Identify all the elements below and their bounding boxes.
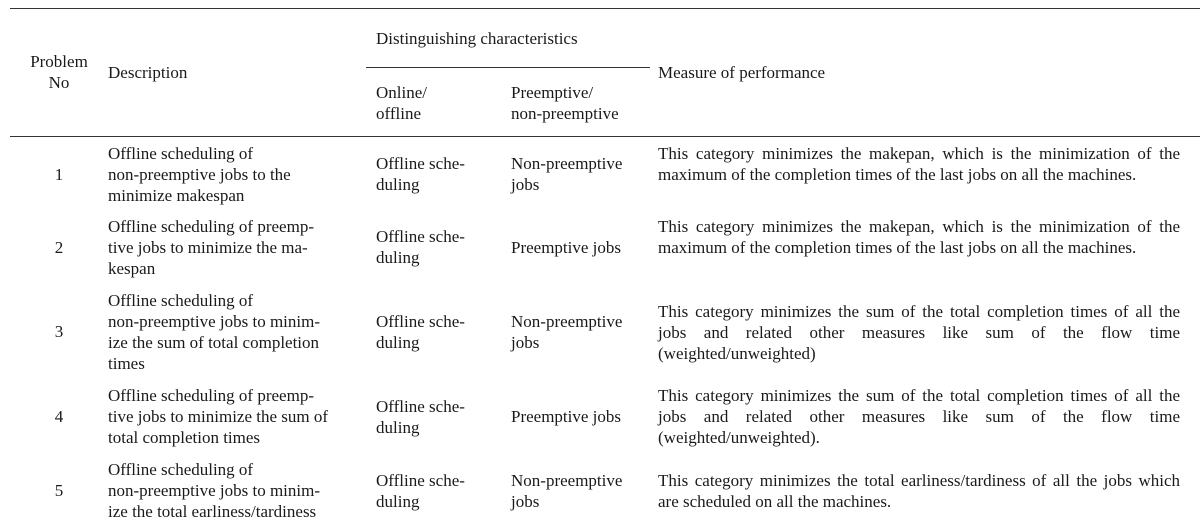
row-measure: This category minimizes the sum of the total completion times of all the jobs and related other measures like sum of the flow time (weighted/unweighted). (658, 386, 1180, 447)
row-measure: This category minimizes the makepan, which is the minimization of the maximum of the completion times of the last jobs on all the machines. (658, 144, 1180, 184)
header-preemptive (511, 82, 619, 124)
row-description (108, 459, 320, 522)
row-description (108, 216, 314, 279)
row-online-line: Offline sche- (376, 312, 465, 331)
row-description-line: non-preemptive jobs to minim- (108, 481, 320, 500)
row-number: 3 (54, 322, 64, 341)
row-description-line: ize the total earliness/tardiness (108, 502, 317, 521)
row-description-line: tive jobs to minimize the ma- (108, 238, 308, 257)
row-description (108, 385, 328, 448)
row-description-line: tive jobs to minimize the sum of (108, 407, 329, 426)
header-online-offline (376, 82, 427, 124)
row-online-line: duling (376, 333, 420, 352)
row-preemptive-line: Non-preemptive (511, 312, 623, 331)
row-description-line: non-preemptive jobs to minim- (108, 312, 320, 331)
row-online-line: Offline sche- (376, 471, 465, 490)
row-number: 5 (54, 481, 64, 500)
header-bottom-rule (10, 136, 1200, 137)
header-problem-no (18, 51, 100, 93)
row-measure: This category minimizes the makepan, which is the minimization of the maximum of the completion times of the last jobs on all the machines. (658, 217, 1180, 257)
row-description-line: non-preemptive jobs to the (108, 165, 291, 184)
header-online-line: Online/ (376, 83, 427, 102)
row-online (376, 226, 465, 268)
header-problem-no-line: No (48, 73, 70, 92)
row-description-line: ize the sum of total completion (108, 333, 320, 352)
row-number: 1 (54, 165, 64, 184)
row-preemptive-line: jobs (511, 175, 540, 194)
row-number: 4 (54, 407, 64, 426)
row-online (376, 396, 465, 438)
row-description-line: Offline scheduling of (108, 291, 254, 310)
header-measure: Measure of performance (658, 63, 826, 82)
subheader-rule (366, 67, 650, 68)
row-description-line: Offline scheduling of preemp- (108, 386, 314, 405)
header-distinguishing: Distinguishing characteristics (376, 29, 578, 48)
row-preemptive-line: Preemptive jobs (511, 407, 622, 426)
row-online-line: duling (376, 492, 420, 511)
header-preemptive-line: non-preemptive (511, 104, 619, 123)
row-measure: This category minimizes the sum of the total completion times of all the jobs and related other measures like sum of the flow time (weighted/unweighted) (658, 302, 1180, 363)
table-top-rule (10, 8, 1200, 9)
row-preemptive-line: jobs (511, 333, 540, 352)
header-online-line: offline (376, 104, 422, 123)
row-description-line: Offline scheduling of (108, 460, 254, 479)
row-online (376, 470, 465, 512)
row-online-line: duling (376, 418, 420, 437)
header-preemptive-line: Preemptive/ (511, 83, 594, 102)
row-description-line: minimize makespan (108, 186, 245, 205)
row-preemptive (511, 470, 622, 512)
row-description (108, 143, 291, 206)
row-preemptive (511, 311, 622, 353)
row-description (108, 290, 320, 374)
row-description-line: Offline scheduling of preemp- (108, 217, 314, 236)
row-description-line: Offline scheduling of (108, 144, 254, 163)
row-online-line: Offline sche- (376, 154, 465, 173)
header-problem-no-line: Problem (30, 52, 88, 71)
row-online-line: Offline sche- (376, 397, 465, 416)
row-preemptive (511, 406, 621, 427)
row-measure: This category minimizes the total earliness/tardiness of all the jobs which are scheduled on all the machines. (658, 471, 1180, 511)
row-online-line: duling (376, 248, 420, 267)
row-description-line: total completion times (108, 428, 261, 447)
header-description: Description (108, 63, 188, 82)
row-description-line: kespan (108, 259, 156, 278)
row-description-line: times (108, 354, 145, 373)
row-preemptive-line: Non-preemptive (511, 154, 623, 173)
row-preemptive-line: jobs (511, 492, 540, 511)
row-preemptive (511, 237, 621, 258)
row-preemptive-line: Non-preemptive (511, 471, 623, 490)
row-online (376, 153, 465, 195)
row-online-line: Offline sche- (376, 227, 465, 246)
row-number: 2 (54, 238, 64, 257)
row-preemptive-line: Preemptive jobs (511, 238, 622, 257)
row-online-line: duling (376, 175, 420, 194)
row-preemptive (511, 153, 622, 195)
row-online (376, 311, 465, 353)
